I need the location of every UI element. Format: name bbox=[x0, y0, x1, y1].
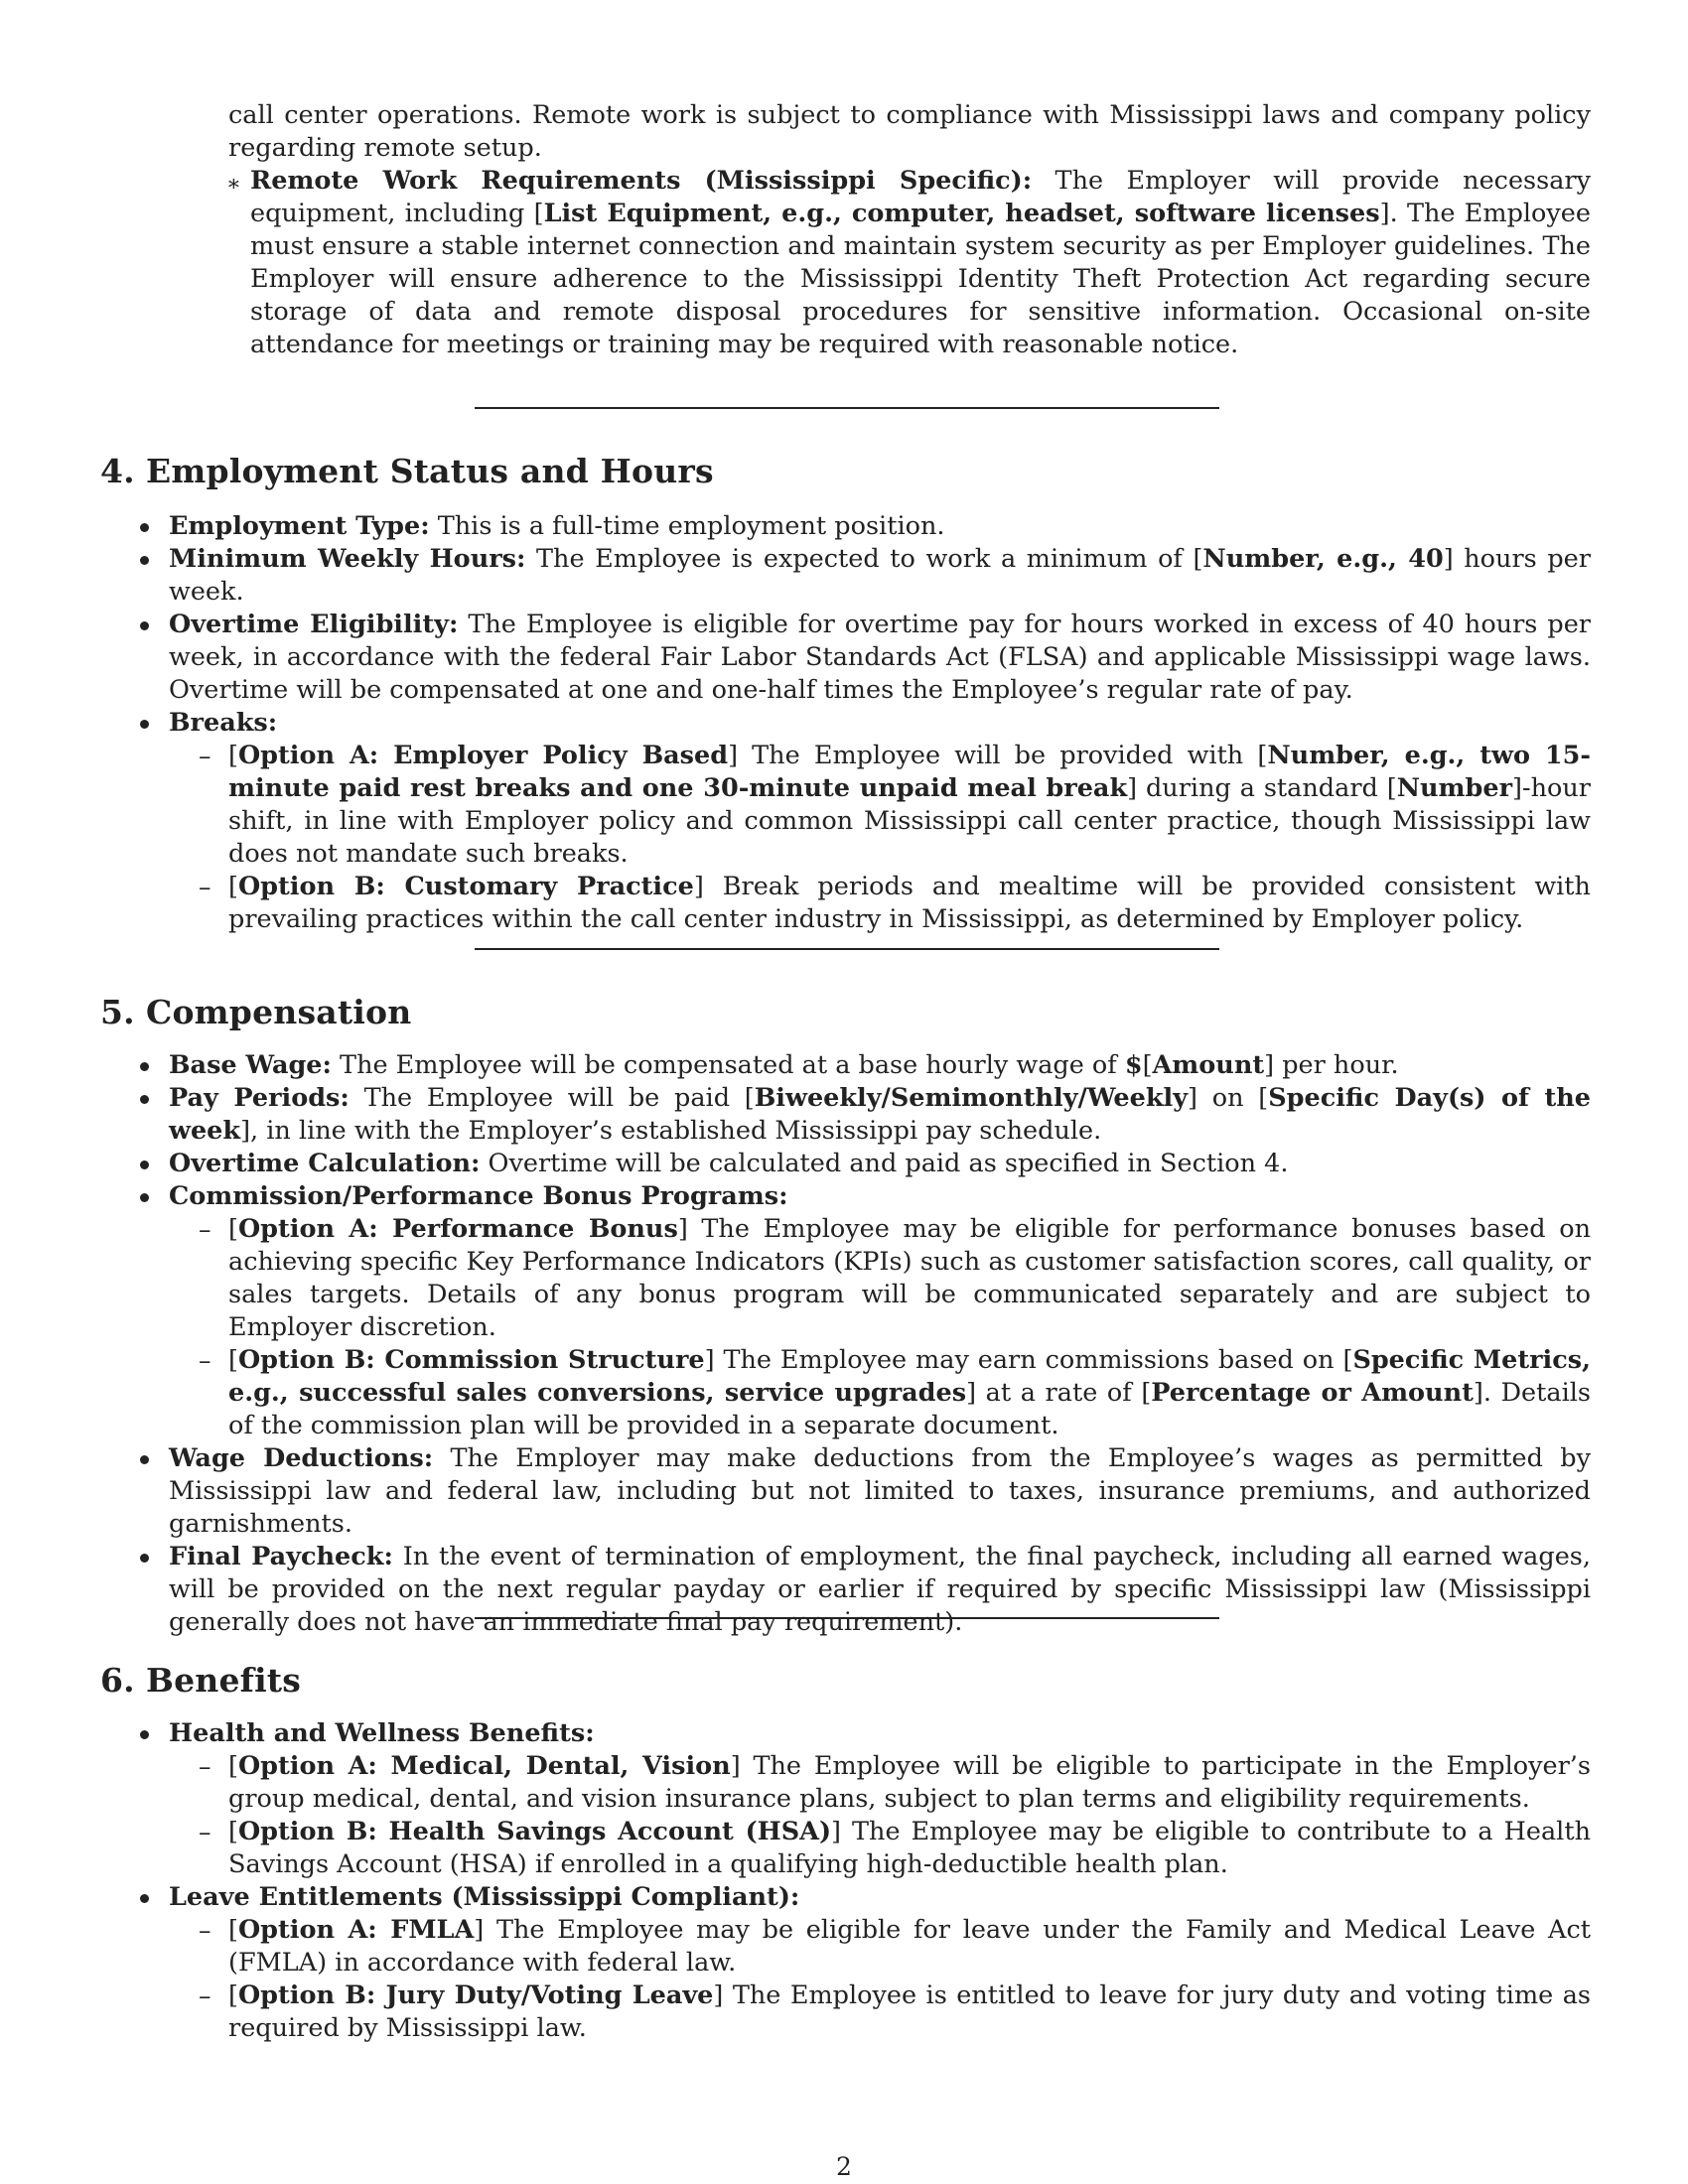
dash-bullet-icon: – bbox=[199, 1818, 211, 1846]
section-5-list bbox=[169, 1049, 1591, 1639]
list-item: – [Option A: Medical, Dental, Vision] The Employee will be eligible to participate in the Employer’s group medical, dental, and vision insurance plans, subject to plan terms and eligibility requirements. bbox=[199, 1751, 1591, 1814]
dash-bullet-icon: – bbox=[199, 1916, 211, 1945]
list-item: Base Wage: The Employee will be compensated at a base hourly wage of $[Amount] per hour. bbox=[169, 1049, 1591, 1082]
continuation-paragraph: call center operations. Remote work is subject to compliance with Mississippi laws and company policy regarding remote setup. bbox=[228, 100, 1591, 163]
asterisk-bullet-icon: ∗ bbox=[226, 172, 241, 197]
list-item: Commission/Performance Bonus Programs: – [Option A: Performance Bonus] The Employee may be eligible for performance bonuses based on achieving specific Key Performance Indicators (KPIs) such as customer satisfaction scores, call quality, or sales targets. Details of any bonus program will be communicated separately and are subject to Employer discretion. – [Option B: Commission Structure] The Employee may earn commissions based on [Specific Metrics, e.g., successful sales conversions, service upgrades] at a rate of [Percentage or Amount]. Details of the commission plan will be provided in a separate document. bbox=[169, 1180, 1591, 1442]
dash-bullet-icon: – bbox=[199, 1752, 211, 1781]
list-item: Wage Deductions: The Employer may make deductions from the Employee’s wages as permitted by Mississippi law and federal law, including but not limited to taxes, insurance premiums, and authorized garnishments. bbox=[169, 1442, 1591, 1541]
bullet-icon bbox=[140, 1894, 149, 1903]
list-item: – [Option A: FMLA] The Employee may be eligible for leave under the Family and Medical Leave Act (FMLA) in accordance with federal law. bbox=[199, 1915, 1591, 1978]
bullet-icon bbox=[140, 1730, 149, 1739]
list-item: Final Paycheck: In the event of termination of employment, the final paycheck, including all earned wages, will be provided on the next regular payday or earlier if required by specific Mississippi law (Mississippi generally does not have an immediate final pay requirement). bbox=[169, 1541, 1591, 1639]
section-4-list bbox=[169, 510, 1591, 936]
bullet-icon bbox=[140, 1095, 149, 1104]
bullet-icon bbox=[140, 1062, 149, 1071]
bullet-icon bbox=[140, 556, 149, 565]
dash-bullet-icon: – bbox=[199, 1346, 211, 1375]
section-4-heading: 4. Employment Status and Hours bbox=[100, 452, 714, 490]
list-item: – [Option B: Commission Structure] The Employee may earn commissions based on [Specific Metrics, e.g., successful sales conversions, service upgrades] at a rate of [Percentage or Amount]. Details of the commission plan will be provided in a separate document. bbox=[199, 1345, 1591, 1440]
list-item: – [Option B: Jury Duty/Voting Leave] The Employee is entitled to leave for jury duty and voting time as required by Mississippi law. bbox=[199, 1980, 1591, 2043]
health-options-list bbox=[169, 1750, 1591, 1881]
dash-bullet-icon: – bbox=[199, 742, 211, 770]
section-divider bbox=[475, 407, 1219, 409]
page-number: 2 bbox=[836, 2152, 852, 2181]
list-item: – [Option B: Health Savings Account (HSA)] The Employee may be eligible to contribute to a Health Savings Account (HSA) if enrolled in a qualifying high-deductible health plan. bbox=[199, 1817, 1591, 1879]
remote-work-requirements-item: ∗ Remote Work Requirements (Mississippi Specific): The Employer will provide necessary equipment, including [List Equipment, e.g., computer, headset, software licenses]. The Employee must ensure a stable internet connection and maintain system security as per Employer guidelines. The Employer will ensure adherence to the Mississippi Identity Theft Protection Act regarding secure storage of data and remote disposal procedures for sensitive information. Occasional on-site attendance for meetings or training may be required with reasonable notice. bbox=[226, 166, 1592, 359]
list-item: Employment Type: This is a full-time employment position. bbox=[169, 510, 1591, 543]
list-item: Overtime Eligibility: The Employee is eligible for overtime pay for hours worked in excess of 40 hours per week, in accordance with the federal Fair Labor Standards Act (FLSA) and applicable Mississippi wage laws. Overtime will be compensated at one and one-half times the Employee’s regular rate of pay. bbox=[169, 609, 1591, 707]
list-item: – [Option B: Customary Practice] Break periods and mealtime will be provided consistent with prevailing practices within the call center industry in Mississippi, as determined by Employer policy. bbox=[199, 872, 1591, 934]
list-item: Pay Periods: The Employee will be paid [Biweekly/Semimonthly/Weekly] on [Specific Day(s) of the week], in line with the Employer’s established Mississippi pay schedule. bbox=[169, 1082, 1591, 1148]
section-divider bbox=[475, 1617, 1219, 1619]
bullet-icon bbox=[140, 1554, 149, 1563]
breaks-options-list bbox=[169, 740, 1591, 936]
section-5-heading: 5. Compensation bbox=[100, 993, 412, 1031]
section-6-heading: 6. Benefits bbox=[100, 1661, 302, 1700]
bullet-icon bbox=[140, 523, 149, 532]
section-divider bbox=[475, 948, 1219, 950]
list-item: Overtime Calculation: Overtime will be calculated and paid as specified in Section 4. bbox=[169, 1148, 1591, 1180]
bullet-icon bbox=[140, 1160, 149, 1169]
list-item: Leave Entitlements (Mississippi Compliant): – [Option A: FMLA] The Employee may be eligible for leave under the Family and Medical Leave Act (FMLA) in accordance with federal law. – [Option B: Jury Duty/Voting Leave] The Employee is entitled to leave for jury duty and voting time as required by Mississippi law. bbox=[169, 1881, 1591, 2045]
list-item: Health and Wellness Benefits: – [Option A: Medical, Dental, Vision] The Employee will be eligible to participate in the Employer’s group medical, dental, and vision insurance plans, subject to plan terms and eligibility requirements. – [Option B: Health Savings Account (HSA)] The Employee may be eligible to contribute to a Health Savings Account (HSA) if enrolled in a qualifying high-deductible health plan. bbox=[169, 1717, 1591, 1881]
section-6-list bbox=[169, 1717, 1591, 2045]
dash-bullet-icon: – bbox=[199, 1215, 211, 1244]
commission-options-list bbox=[169, 1213, 1591, 1442]
bullet-icon bbox=[140, 621, 149, 630]
remote-work-label: Remote Work Requirements (Mississippi Specific): bbox=[250, 166, 1033, 196]
list-item: – [Option A: Performance Bonus] The Employee may be eligible for performance bonuses based on achieving specific Key Performance Indicators (KPIs) such as customer satisfaction scores, call quality, or sales targets. Details of any bonus program will be communicated separately and are subject to Employer discretion. bbox=[199, 1214, 1591, 1342]
bullet-icon bbox=[140, 1455, 149, 1464]
dash-bullet-icon: – bbox=[199, 1981, 211, 2010]
list-item: – [Option A: Employer Policy Based] The Employee will be provided with [Number, e.g., two 15-minute paid rest breaks and one 30-minute unpaid meal break] during a standard [Number]-hour shift, in line with Employer policy and common Mississippi call center practice, though Mississippi law does not mandate such breaks. bbox=[199, 741, 1591, 869]
bullet-icon bbox=[140, 720, 149, 729]
leave-options-list bbox=[169, 1914, 1591, 2045]
list-item: Breaks: – [Option A: Employer Policy Based] The Employee will be provided with [Number, e.g., two 15-minute paid rest breaks and one 30-minute unpaid meal break] during a standard [Number]-hour shift, in line with Employer policy and common Mississippi call center practice, though Mississippi law does not mandate such breaks. – [Option B: Customary Practice] Break periods and mealtime will be provided consistent with prevailing practices within the call center industry in Mississippi, as determined by Employer policy. bbox=[169, 707, 1591, 936]
list-item: Minimum Weekly Hours: The Employee is expected to work a minimum of [Number, e.g., 40] hours per week. bbox=[169, 543, 1591, 609]
bullet-icon bbox=[140, 1193, 149, 1202]
dash-bullet-icon: – bbox=[199, 873, 211, 901]
